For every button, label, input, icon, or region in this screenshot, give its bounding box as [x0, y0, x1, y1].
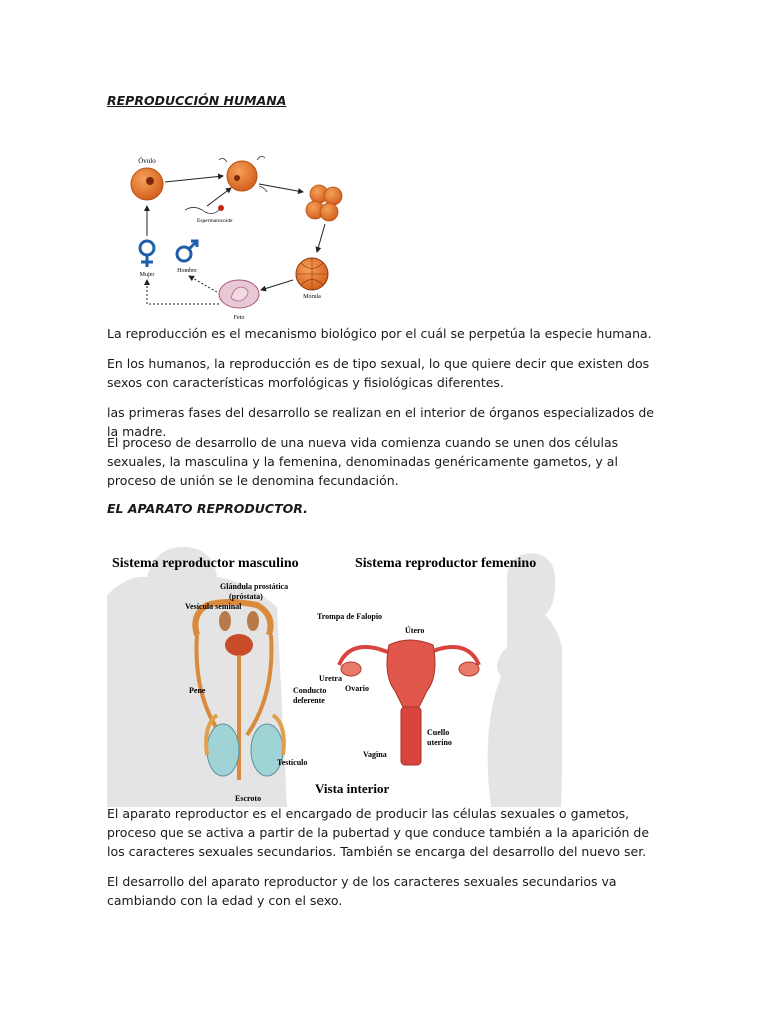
- vas-deferens-label-2: deferente: [293, 696, 325, 705]
- cervix-label-2: uterino: [427, 738, 452, 747]
- section-title: EL APARATO REPRODUCTOR.: [107, 501, 308, 516]
- uterus-label: Útero: [405, 626, 425, 635]
- fetus-image: [219, 280, 259, 308]
- cervix-label: Cuello: [427, 728, 450, 737]
- fallopian-label: Trompa de Falopio: [317, 612, 383, 621]
- sperm-cell: [185, 205, 224, 214]
- morula-cell: [296, 258, 328, 290]
- female-silhouette: [488, 553, 562, 807]
- penis-label: Pene: [189, 686, 206, 695]
- vagina-label: Vagina: [363, 750, 387, 759]
- seminal-vesicle-label: Vesícula seminal: [185, 602, 242, 611]
- scrotum-label: Escroto: [235, 794, 262, 803]
- prostate-label-2: (próstata): [229, 592, 263, 601]
- male-label: Hombre: [177, 268, 197, 274]
- male-symbol-icon: [177, 241, 197, 261]
- prostate-label: Glándula prostática: [220, 582, 289, 591]
- female-system-title: Sistema reproductor femenino: [355, 556, 537, 571]
- paragraph-6: El desarrollo del aparato reproductor y de los caracteres sexuales secundarios va cambiando con la edad y con el sexo.: [107, 874, 617, 908]
- divided-cells: [306, 185, 342, 221]
- fetus-label: Feto: [233, 315, 245, 321]
- sperm-label: Espermatozoide: [197, 218, 233, 224]
- female-symbol-icon: [140, 241, 154, 267]
- female-label: Mujer: [139, 272, 155, 278]
- paragraph-4: El proceso de desarrollo de una nueva vida comienza cuando se unen dos células sexuales, la masculina y la femenina, denominadas genéricamente gametos, y al proceso de unión se le denomina fecundación.: [107, 435, 619, 488]
- female-organs: [339, 640, 479, 765]
- ovum-label: Óvulo: [138, 157, 156, 165]
- urethra-label: Uretra: [319, 674, 342, 683]
- paragraph-5: El aparato reproductor es el encargado de producir las células sexuales o gametos, proceso que se activa a partir de la pubertad y que conduce también a la aparición de los caracteres sexuales secundarios. También se encarga del desarrollo del nuevo ser.: [107, 806, 650, 859]
- page-title: REPRODUCCIÓN HUMANA: [107, 93, 287, 108]
- reproduction-cycle-diagram: [107, 148, 357, 324]
- interior-view-caption: Vista interior: [315, 781, 390, 796]
- paragraph-2: En los humanos, la reproducción es de tipo sexual, lo que quiere decir que existen dos sexos con características morfológicas y fisiológicas diferentes.: [107, 356, 650, 390]
- paragraph-1: La reproducción es el mecanismo biológico por el cuál se perpetúa la especie humana.: [107, 326, 652, 341]
- paragraph-3: las primeras fases del desarrollo se realizan en el interior de órganos especializados de la madre.: [107, 405, 654, 439]
- reproductive-system-diagram: [107, 545, 562, 807]
- ovum-cell: [131, 168, 163, 200]
- morula-label: Mórula: [303, 294, 321, 300]
- male-system-title: Sistema reproductor masculino: [112, 556, 299, 571]
- vas-deferens-label: Conducto: [293, 686, 327, 695]
- zygote-cell: [219, 156, 267, 192]
- testicle-label: Testículo: [277, 758, 308, 767]
- ovary-label: Ovario: [345, 684, 369, 693]
